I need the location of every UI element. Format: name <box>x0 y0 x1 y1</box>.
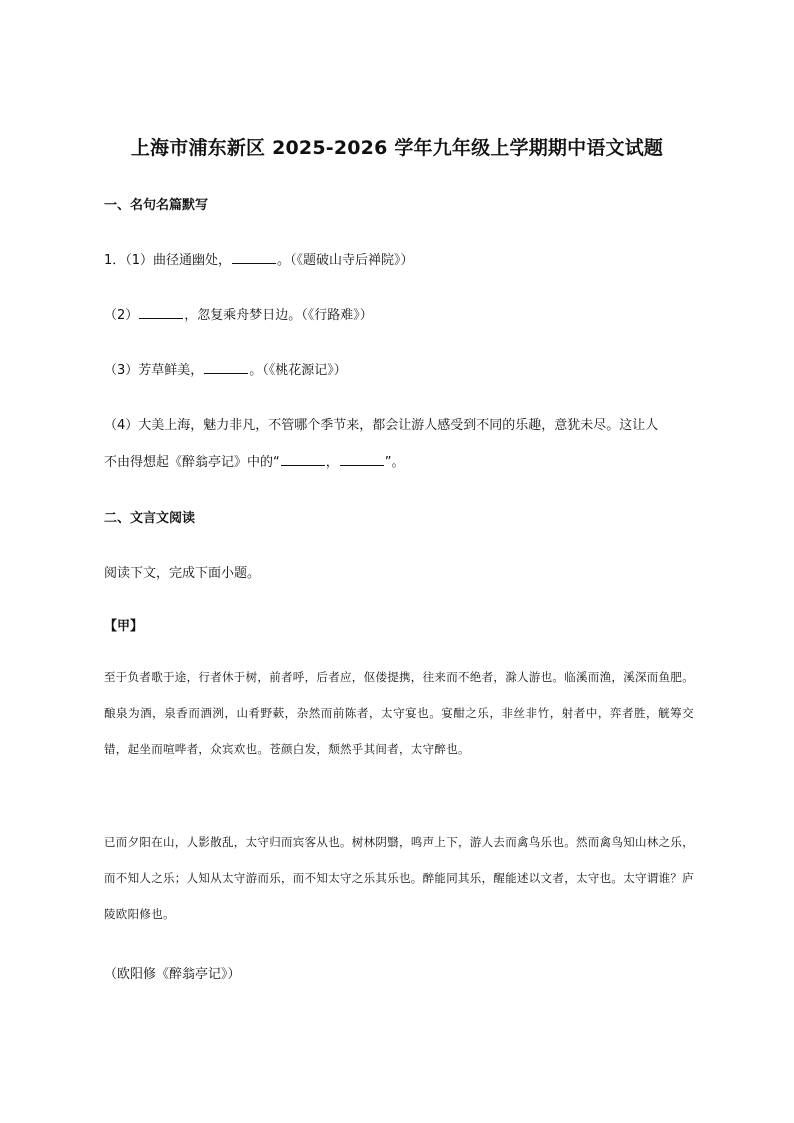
question-text: ，忽复乘舟梦日边。（《行路难》） <box>184 308 373 323</box>
answer-blank[interactable] <box>340 453 384 466</box>
question-text: ”。 <box>384 455 405 470</box>
question-1-item-4-line-2 <box>104 451 405 470</box>
question-text: 。（《题破山寺后禅院》） <box>277 253 414 268</box>
question-text: （3）芳草鲜美， <box>104 363 204 378</box>
question-1-item-4-line-1: （4）大美上海，魅力非凡，不管哪个季节来，都会让游人感受到不同的乐趣，意犹未尽。这让人 <box>104 418 659 433</box>
question-1-item-1 <box>104 249 414 268</box>
answer-blank[interactable] <box>232 251 276 264</box>
reading-instruction: 阅读下文，完成下面小题。 <box>104 566 261 581</box>
section-heading-classical-reading: 二、文言文阅读 <box>104 511 196 526</box>
question-text: 。（《桃花源记》） <box>249 363 347 378</box>
question-text: 1．（1）曲径通幽处， <box>104 253 232 268</box>
passage-marker-jia: 【甲】 <box>104 619 144 634</box>
question-1-item-3 <box>104 359 347 378</box>
question-text: （2） <box>104 308 139 323</box>
passage-paragraph-2: 已而夕阳在山，人影散乱，太守归而宾客从也。树林阴翳，鸣声上下，游人去而禽鸟乐也。然而禽鸟知山林之乐，而不知人之乐；人知从太守游而乐，而不知太守之乐其乐也。醉能同其乐，醒能述以文者，太守也。太守谓谁？庐陵欧阳修也。 <box>104 835 694 921</box>
question-text: 不由得想起《醉翁亭记》中的“ <box>104 455 280 470</box>
question-text: ， <box>325 455 339 470</box>
answer-blank[interactable] <box>281 453 325 466</box>
question-1-item-2 <box>104 304 373 323</box>
section-heading-recitation: 一、名句名篇默写 <box>104 198 209 213</box>
passage-paragraph-1: 至于负者歌于途，行者休于树，前者呼，后者应，伛偻提携，往来而不绝者，滁人游也。临溪而渔，溪深而鱼肥。酿泉为酒，泉香而酒洌，山肴野蔌，杂然而前陈者，太守宴也。宴酣之乐，非丝非竹，射者中，弈者胜，觥筹交错，起坐而喧哗者，众宾欢也。苍颜白发，颓然乎其间者，太守醉也。 <box>104 670 694 756</box>
page-title: 上海市浦东新区 2025-2026 学年九年级上学期期中语文试题 <box>130 137 664 159</box>
answer-blank[interactable] <box>204 361 248 374</box>
answer-blank[interactable] <box>139 306 183 319</box>
passage-source: （欧阳修《醉翁亭记》） <box>104 967 241 982</box>
